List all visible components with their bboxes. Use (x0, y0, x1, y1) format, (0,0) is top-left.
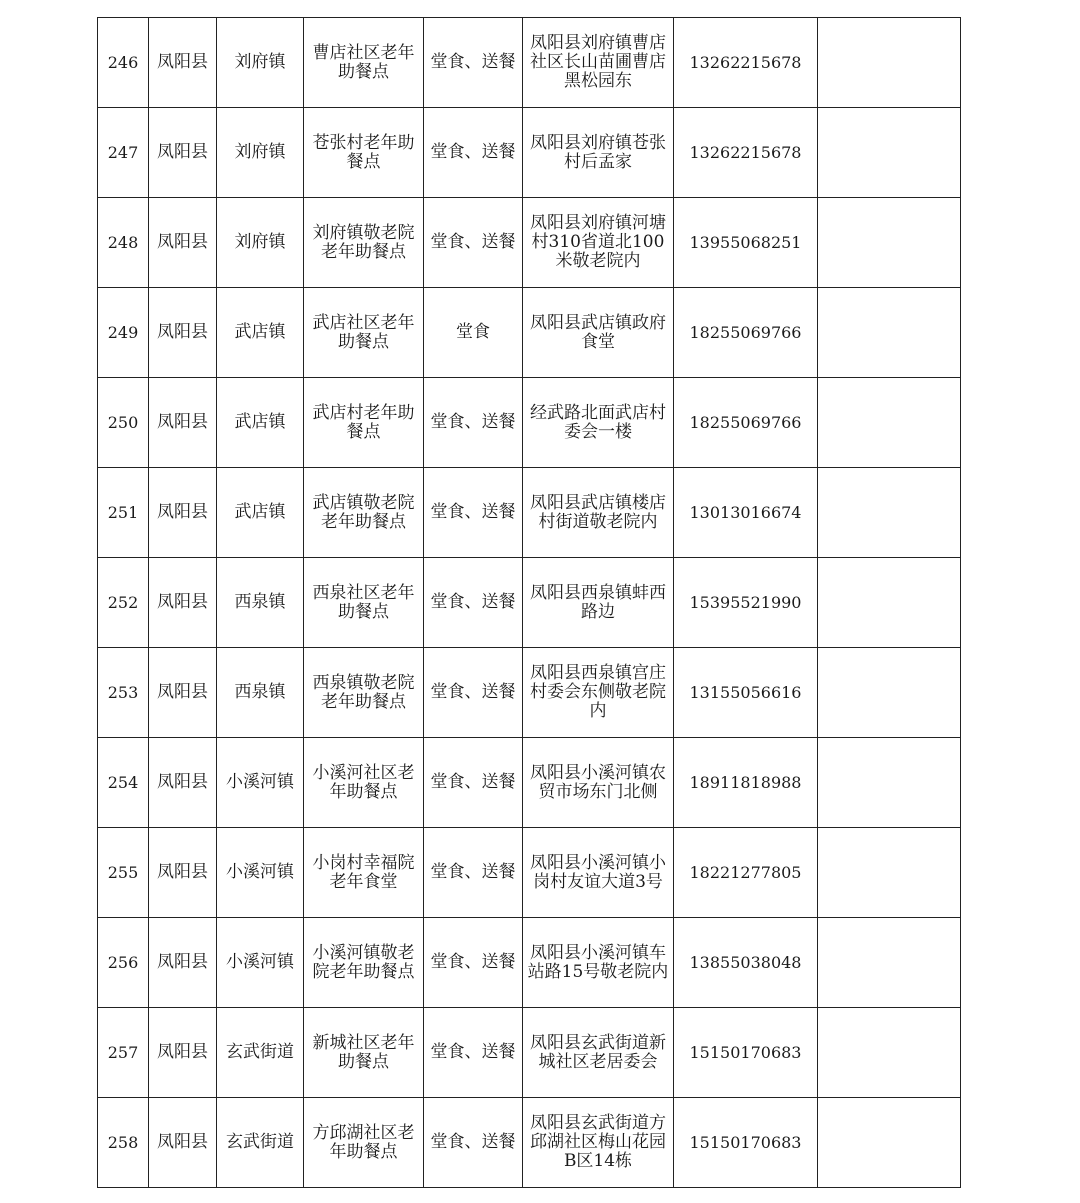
note-cell (818, 738, 961, 828)
phone-cell: 15395521990 (674, 558, 818, 648)
row-number: 257 (98, 1008, 149, 1098)
town-cell: 武店镇 (217, 468, 304, 558)
note-cell (818, 288, 961, 378)
phone-cell: 13013016674 (674, 468, 818, 558)
site-name-cell: 武店社区老年助餐点 (304, 288, 424, 378)
site-name-cell: 小岗村幸福院老年食堂 (304, 828, 424, 918)
town-cell: 武店镇 (217, 378, 304, 468)
table-row (98, 738, 961, 828)
row-number: 249 (98, 288, 149, 378)
address-cell: 凤阳县玄武街道方邱湖社区梅山花园B区14栋 (523, 1098, 674, 1188)
phone-cell: 18911818988 (674, 738, 818, 828)
address-cell: 经武路北面武店村委会一楼 (523, 378, 674, 468)
phone-cell: 13262215678 (674, 18, 818, 108)
row-number: 252 (98, 558, 149, 648)
address-cell: 凤阳县刘府镇苍张村后孟家 (523, 108, 674, 198)
address-cell: 凤阳县玄武街道新城社区老居委会 (523, 1008, 674, 1098)
table-row (98, 1098, 961, 1188)
county-cell: 凤阳县 (149, 1008, 217, 1098)
address-cell: 凤阳县刘府镇河塘村310省道北100米敬老院内 (523, 198, 674, 288)
service-type-cell: 堂食、送餐 (424, 1008, 523, 1098)
site-name-cell: 小溪河社区老年助餐点 (304, 738, 424, 828)
site-name-cell: 刘府镇敬老院老年助餐点 (304, 198, 424, 288)
table-row (98, 18, 961, 108)
town-cell: 刘府镇 (217, 198, 304, 288)
row-number: 250 (98, 378, 149, 468)
row-number: 246 (98, 18, 149, 108)
county-cell: 凤阳县 (149, 108, 217, 198)
note-cell (818, 648, 961, 738)
town-cell: 刘府镇 (217, 18, 304, 108)
town-cell: 小溪河镇 (217, 828, 304, 918)
meal-site-table (97, 17, 961, 1188)
note-cell (818, 18, 961, 108)
table-row (98, 558, 961, 648)
service-type-cell: 堂食、送餐 (424, 738, 523, 828)
service-type-cell: 堂食 (424, 288, 523, 378)
note-cell (818, 558, 961, 648)
county-cell: 凤阳县 (149, 468, 217, 558)
row-number: 256 (98, 918, 149, 1008)
address-cell: 凤阳县小溪河镇车站路15号敬老院内 (523, 918, 674, 1008)
service-type-cell: 堂食、送餐 (424, 18, 523, 108)
table-row (98, 918, 961, 1008)
site-name-cell: 方邱湖社区老年助餐点 (304, 1098, 424, 1188)
table-row (98, 648, 961, 738)
town-cell: 刘府镇 (217, 108, 304, 198)
county-cell: 凤阳县 (149, 648, 217, 738)
service-type-cell: 堂食、送餐 (424, 828, 523, 918)
site-name-cell: 武店村老年助餐点 (304, 378, 424, 468)
town-cell: 小溪河镇 (217, 738, 304, 828)
service-type-cell: 堂食、送餐 (424, 468, 523, 558)
town-cell: 武店镇 (217, 288, 304, 378)
address-cell: 凤阳县小溪河镇小岗村友谊大道3号 (523, 828, 674, 918)
row-number: 253 (98, 648, 149, 738)
note-cell (818, 378, 961, 468)
town-cell: 小溪河镇 (217, 918, 304, 1008)
address-cell: 凤阳县西泉镇宫庄村委会东侧敬老院内 (523, 648, 674, 738)
table-body (98, 18, 961, 1188)
town-cell: 西泉镇 (217, 558, 304, 648)
address-cell: 凤阳县西泉镇蚌西路边 (523, 558, 674, 648)
town-cell: 西泉镇 (217, 648, 304, 738)
site-name-cell: 西泉社区老年助餐点 (304, 558, 424, 648)
service-type-cell: 堂食、送餐 (424, 648, 523, 738)
address-cell: 凤阳县武店镇楼店村街道敬老院内 (523, 468, 674, 558)
table-row (98, 108, 961, 198)
table-row (98, 288, 961, 378)
phone-cell: 18255069766 (674, 288, 818, 378)
note-cell (818, 828, 961, 918)
phone-cell: 13955068251 (674, 198, 818, 288)
note-cell (818, 918, 961, 1008)
county-cell: 凤阳县 (149, 288, 217, 378)
table-row (98, 1008, 961, 1098)
note-cell (818, 1008, 961, 1098)
phone-cell: 18255069766 (674, 378, 818, 468)
service-type-cell: 堂食、送餐 (424, 558, 523, 648)
table-row (98, 828, 961, 918)
phone-cell: 15150170683 (674, 1008, 818, 1098)
county-cell: 凤阳县 (149, 828, 217, 918)
note-cell (818, 1098, 961, 1188)
phone-cell: 15150170683 (674, 1098, 818, 1188)
note-cell (818, 468, 961, 558)
phone-cell: 18221277805 (674, 828, 818, 918)
address-cell: 凤阳县刘府镇曹店社区长山苗圃曹店黑松园东 (523, 18, 674, 108)
service-type-cell: 堂食、送餐 (424, 378, 523, 468)
row-number: 254 (98, 738, 149, 828)
phone-cell: 13262215678 (674, 108, 818, 198)
county-cell: 凤阳县 (149, 378, 217, 468)
note-cell (818, 198, 961, 288)
county-cell: 凤阳县 (149, 738, 217, 828)
town-cell: 玄武街道 (217, 1008, 304, 1098)
row-number: 248 (98, 198, 149, 288)
table-row (98, 468, 961, 558)
row-number: 258 (98, 1098, 149, 1188)
address-cell: 凤阳县小溪河镇农贸市场东门北侧 (523, 738, 674, 828)
phone-cell: 13855038048 (674, 918, 818, 1008)
table-row (98, 198, 961, 288)
county-cell: 凤阳县 (149, 198, 217, 288)
site-name-cell: 曹店社区老年助餐点 (304, 18, 424, 108)
site-name-cell: 武店镇敬老院老年助餐点 (304, 468, 424, 558)
row-number: 247 (98, 108, 149, 198)
note-cell (818, 108, 961, 198)
site-name-cell: 苍张村老年助餐点 (304, 108, 424, 198)
county-cell: 凤阳县 (149, 1098, 217, 1188)
address-cell: 凤阳县武店镇政府食堂 (523, 288, 674, 378)
service-type-cell: 堂食、送餐 (424, 198, 523, 288)
phone-cell: 13155056616 (674, 648, 818, 738)
service-type-cell: 堂食、送餐 (424, 1098, 523, 1188)
table-row (98, 378, 961, 468)
site-name-cell: 新城社区老年助餐点 (304, 1008, 424, 1098)
county-cell: 凤阳县 (149, 18, 217, 108)
site-name-cell: 小溪河镇敬老院老年助餐点 (304, 918, 424, 1008)
town-cell: 玄武街道 (217, 1098, 304, 1188)
county-cell: 凤阳县 (149, 558, 217, 648)
service-type-cell: 堂食、送餐 (424, 918, 523, 1008)
row-number: 251 (98, 468, 149, 558)
county-cell: 凤阳县 (149, 918, 217, 1008)
service-type-cell: 堂食、送餐 (424, 108, 523, 198)
row-number: 255 (98, 828, 149, 918)
site-name-cell: 西泉镇敬老院老年助餐点 (304, 648, 424, 738)
